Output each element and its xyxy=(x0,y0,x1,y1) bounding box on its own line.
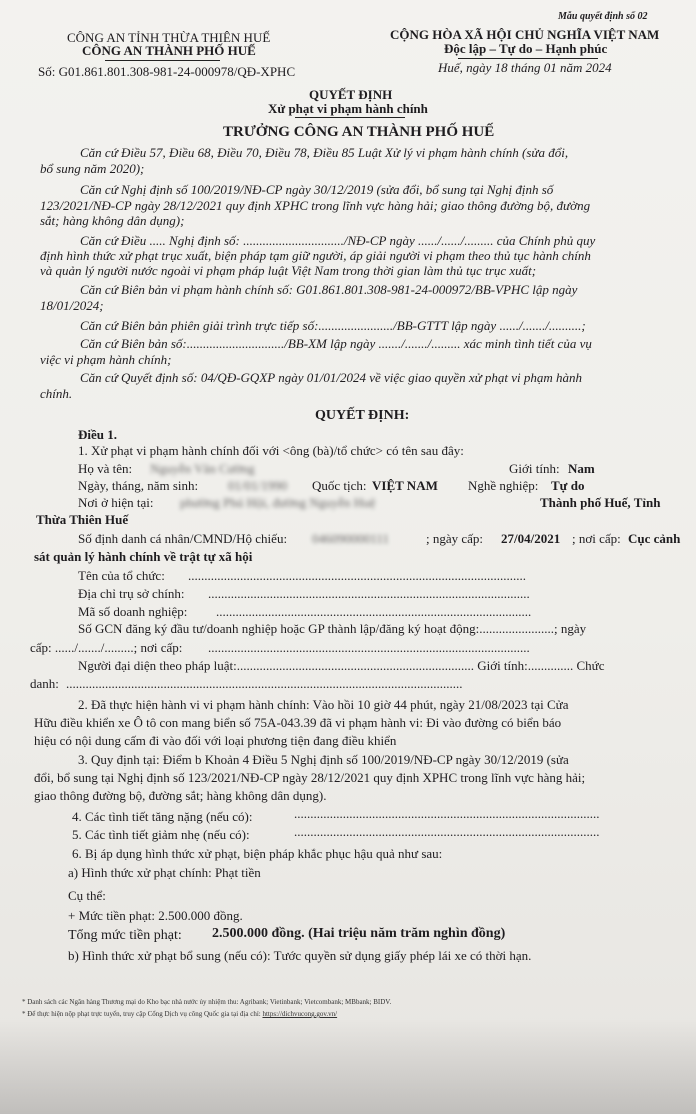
agency-underline xyxy=(105,60,220,61)
org-rep: Người đại diện theo pháp luật:......................................................................... Giới tính:.............. Chức xyxy=(78,658,605,673)
dob-value-redacted: 01/01/1990 xyxy=(228,478,288,493)
preamble-line: định hình thức xử phạt trục xuất, biện pháp tạm giữ người, áp giải người vi phạm theo thủ tục hành chính xyxy=(40,248,591,263)
penalty-total-label: Tổng mức tiền phạt: xyxy=(68,928,182,943)
subtitle-underline xyxy=(295,117,405,118)
section4: 4. Các tình tiết tăng nặng (nếu có): xyxy=(72,809,253,824)
address-label: Nơi ở hiện tại: xyxy=(78,495,154,510)
footnote-online xyxy=(22,1010,337,1018)
name-value-redacted: Nguyễn Văn Cường xyxy=(150,461,255,476)
nationality-value: VIỆT NAM xyxy=(372,478,438,493)
org-address-label: Địa chỉ trụ sở chính: xyxy=(78,586,185,601)
agency-parent: CÔNG AN TỈNH THỪA THIÊN HUẾ xyxy=(67,30,271,45)
org-name-label: Tên của tổ chức: xyxy=(78,568,165,583)
section6: 6. Bị áp dụng hình thức xử phạt, biện pháp khắc phục hậu quả như sau: xyxy=(72,846,443,861)
org-address-dots: ................................................................................................... xyxy=(208,586,530,601)
address-city: Thành phố Huế, Tỉnh xyxy=(540,495,661,510)
preamble-line: Căn cứ Biên bản số:............................../BB-XM lập ngày ......./......./......... xác minh tình tiết của vụ xyxy=(80,336,592,351)
section3-line: đổi, bổ sung tại Nghị định số 123/2021/NĐ-CP ngày 28/12/2021 quy định XPHC trong lĩnh vực hàng hải; xyxy=(34,770,586,785)
doc-subtitle: Xử phạt vi phạm hành chính xyxy=(268,101,428,116)
footnote-online-url[interactable]: https://dichvucong.gov.vn/ xyxy=(262,1010,338,1018)
agency-name: CÔNG AN THÀNH PHỐ HUẾ xyxy=(82,43,256,58)
section5-dots: .............................................................................................. xyxy=(294,824,600,839)
nation-title: CỘNG HÒA XÃ HỘI CHỦ NGHĨA VIỆT NAM xyxy=(390,27,660,42)
penalty-total-value: 2.500.000 đồng. (Hai triệu năm trăm nghìn đồng) xyxy=(212,926,506,941)
job-label: Nghề nghiệp: xyxy=(468,478,539,493)
job-value: Tự do xyxy=(551,478,585,493)
section5: 5. Các tình tiết giảm nhẹ (nếu có): xyxy=(72,827,250,842)
org-rep-dots: .......................................................................................................................... xyxy=(66,676,463,691)
section1-intro: 1. Xử phạt vi phạm hành chính đối với <ông (bà)/tổ chức> có tên sau đây: xyxy=(78,443,464,458)
form-label: Mẫu quyết định số 02 xyxy=(558,11,648,22)
section2-line: hiệu có nội dung cấm đi vào đối với loại phương tiện đang điều khiển xyxy=(34,733,397,748)
org-gcn: Số GCN đăng ký đầu tư/doanh nghiệp hoặc GP thành lập/đăng ký hoạt động:.......................; ngày xyxy=(78,621,587,636)
doc-title: QUYẾT ĐỊNH xyxy=(309,87,393,102)
preamble-line: Căn cứ Nghị định số 100/2019/NĐ-CP ngày 30/12/2019 (sửa đổi, bổ sung tại Nghị định số xyxy=(80,182,554,197)
issue-place-label: ; nơi cấp: xyxy=(572,531,621,546)
authority-title: TRƯỞNG CÔNG AN THÀNH PHỐ HUẾ xyxy=(223,124,495,140)
preamble-line: 123/2021/NĐ-CP ngày 28/12/2021 quy định XPHC trong lĩnh vực hàng hải; giao thông đường bộ, đường xyxy=(40,198,591,213)
preamble-line: Căn cứ Biên bản vi phạm hành chính số: G01.861.801.308-981-24-000972/BB-VPHC lập ngày xyxy=(80,282,578,297)
gender-label: Giới tính: xyxy=(509,461,560,476)
org-gcn-2: cấp: ....../......./.........; nơi cấp: xyxy=(30,640,183,655)
preamble-line: việc vi phạm hành chính; xyxy=(40,352,172,367)
preamble-line: chính. xyxy=(40,386,73,401)
preamble-line: Căn cứ Điều ..... Nghị định số: .............................../NĐ-CP ngày ....../....../......... của Chính phủ quy xyxy=(80,233,596,248)
name-label: Họ và tên: xyxy=(78,461,133,476)
article-heading: Điều 1. xyxy=(78,427,117,442)
issue-place-value-2: sát quản lý hành chính về trật tự xã hội xyxy=(34,549,253,564)
penalty-details-label: Cụ thể: xyxy=(68,888,106,903)
id-label: Số định danh cá nhân/CMND/Hộ chiếu: xyxy=(78,531,288,546)
section4-dots: .............................................................................................. xyxy=(294,806,600,821)
footnote-online-text: * Để thực hiện nộp phạt trực tuyến, truy cập Cổng Dịch vụ công Quốc gia tại địa chỉ: xyxy=(22,1010,261,1018)
decision-number: Số: G01.861.801.308-981-24-000978/QĐ-XPHC xyxy=(38,64,296,79)
footnote-banks: * Danh sách các Ngân hàng Thương mại do Kho bạc nhà nước ủy nhiệm thu: Agribank; Vietinbank; Vietcombank; MBbank; BIDV. xyxy=(22,998,392,1006)
issue-date: Huế, ngày 18 tháng 01 năm 2024 xyxy=(438,60,612,75)
decision-heading: QUYẾT ĐỊNH: xyxy=(315,408,410,423)
penalty-fine: + Mức tiền phạt: 2.500.000 đồng. xyxy=(68,908,243,923)
id-value-redacted: 046090000111 xyxy=(312,531,390,546)
org-code-label: Mã số doanh nghiệp: xyxy=(78,604,188,619)
org-code-dots: ................................................................................................. xyxy=(216,604,532,619)
issue-place-value: Cục cảnh xyxy=(628,531,681,546)
penalty-additional: b) Hình thức xử phạt bổ sung (nếu có): Tước quyền sử dụng giấy phép lái xe có thời hạn. xyxy=(68,948,532,963)
org-name-dots: ........................................................................................................ xyxy=(188,568,526,583)
section2-line: Hữu điều khiển xe Ô tô con mang biển số 75A-043.39 đã vi phạm hành vi: Đi vào đường có biển báo xyxy=(34,715,562,730)
section3-line: 3. Quy định tại: Điểm b Khoản 4 Điều 5 Nghị định số 100/2019/NĐ-CP ngày 30/12/2019 (sửa xyxy=(78,752,569,767)
section3-line: giao thông đường bộ, đường sắt; hàng không dân dụng). xyxy=(34,788,327,803)
preamble-line: sắt; hàng không dân dụng); xyxy=(40,213,185,228)
address-province: Thừa Thiên Huế xyxy=(36,512,129,527)
nationality-label: Quốc tịch: xyxy=(312,478,367,493)
dob-label: Ngày, tháng, năm sinh: xyxy=(78,478,199,493)
org-rep-2: danh: xyxy=(30,676,59,691)
preamble-line: bổ sung năm 2020); xyxy=(40,161,145,176)
preamble-line: và quản lý người nước ngoài vi phạm pháp luật Việt Nam trong thời gian làm thủ tục trục xuất; xyxy=(40,263,537,278)
issue-date-value: 27/04/2021 xyxy=(501,531,561,546)
motto-underline xyxy=(458,58,598,59)
section2-line: 2. Đã thực hiện hành vi vi phạm hành chính: Vào hồi 10 giờ 44 phút, ngày 21/08/2023 tại Cửa xyxy=(78,697,569,712)
org-gcn-dots: ................................................................................................... xyxy=(208,640,530,655)
address-redacted: phường Phú Hội, đường Nguyễn Huệ xyxy=(180,495,376,510)
gender-value: Nam xyxy=(568,461,595,476)
preamble-line: 18/01/2024; xyxy=(40,298,104,313)
preamble-line: Căn cứ Điều 57, Điều 68, Điều 70, Điều 78, Điều 85 Luật Xử lý vi phạm hành chính (sửa đổi, xyxy=(80,145,569,160)
preamble-line: Căn cứ Biên bản phiên giải trình trực tiếp số:......................./BB-GTTT lập ngày ....../......./..........; xyxy=(80,318,586,333)
nation-motto: Độc lập – Tự do – Hạnh phúc xyxy=(444,41,608,56)
preamble-line: Căn cứ Quyết định số: 04/QĐ-GQXP ngày 01/01/2024 về việc giao quyền xử phạt vi phạm hành xyxy=(80,370,583,385)
issue-date-label: ; ngày cấp: xyxy=(426,531,484,546)
penalty-main: a) Hình thức xử phạt chính: Phạt tiền xyxy=(68,865,261,880)
